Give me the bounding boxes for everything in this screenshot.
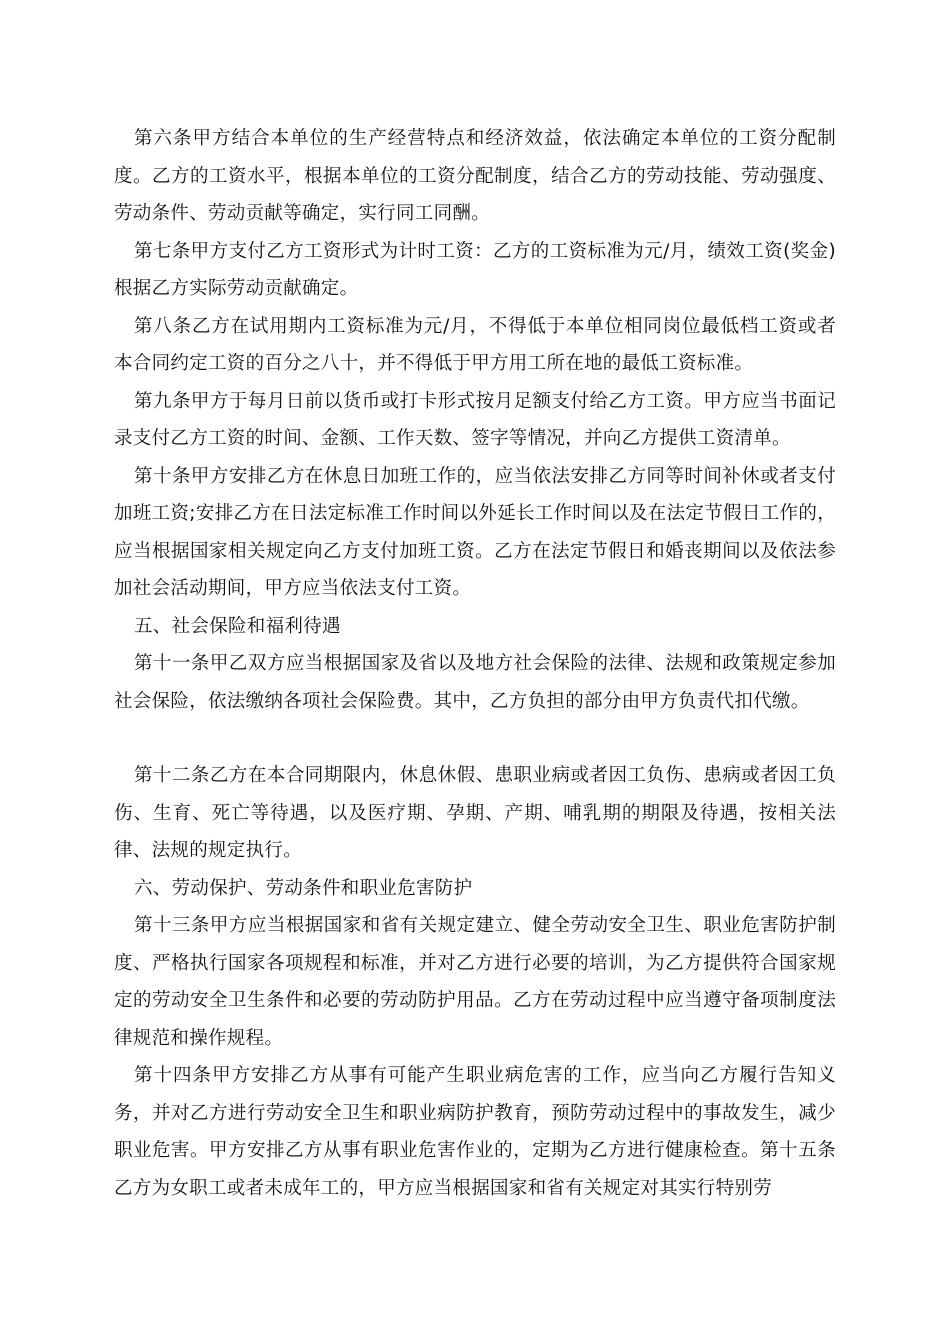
- article-7-paragraph: 第七条甲方支付乙方工资形式为计时工资：乙方的工资标准为元/月，绩效工资(奖金)根据乙方实际劳动贡献确定。: [114, 240, 836, 299]
- article-14-paragraph: 第十四条甲方安排乙方从事有可能产生职业病危害的工作，应当向乙方履行告知义务，并对乙方进行劳动安全卫生和职业病防护教育，预防劳动过程中的事故发生，减少职业危害。甲方安排乙方从事有职业危害作业的，定期为乙方进行健康检查。第十五条乙方为女职工或者未成年工的，甲方应当根据国家和省有关规定对其实行特别劳: [114, 1065, 836, 1199]
- document-body: [114, 120, 836, 1207]
- article-12-paragraph: 第十二条乙方在本合同期限内，休息休假、患职业病或者因工负伤、患病或者因工负伤、生育、死亡等待遇，以及医疗期、孕期、产期、哺乳期的期限及待遇，按相关法律、法规的规定执行。: [114, 765, 836, 861]
- article-8-paragraph: 第八条乙方在试用期内工资标准为元/月，不得低于本单位相同岗位最低档工资或者本合同约定工资的百分之八十，并不得低于甲方用工所在地的最低工资标准。: [114, 315, 836, 374]
- article-11-paragraph: 第十一条甲乙双方应当根据国家及省以及地方社会保险的法律、法规和政策规定参加社会保险，依法缴纳各项社会保险费。其中，乙方负担的部分由甲方负责代扣代缴。: [114, 653, 836, 712]
- article-13-paragraph: 第十三条甲方应当根据国家和省有关规定建立、健全劳动安全卫生、职业危害防护制度、严格执行国家各项规程和标准，并对乙方进行必要的培训，为乙方提供符合国家规定的劳动安全卫生条件和必要的劳动防护用品。乙方在劳动过程中应当遵守备项制度法律规范和操作规程。: [114, 915, 836, 1049]
- article-6-paragraph: 第六条甲方结合本单位的生产经营特点和经济效益，依法确定本单位的工资分配制度。乙方的工资水平，根据本单位的工资分配制度，结合乙方的劳动技能、劳动强度、劳动条件、劳动贡献等确定，实行同工同酬。: [114, 128, 836, 224]
- article-9-paragraph: 第九条甲方于每月日前以货币或打卡形式按月足额支付给乙方工资。甲方应当书面记录支付乙方工资的时间、金额、工作天数、签字等情况，并向乙方提供工资清单。: [114, 390, 836, 449]
- section-5-heading: 五、社会保险和福利待遇: [134, 615, 341, 637]
- section-6-heading: 六、劳动保护、劳动条件和职业危害防护: [134, 877, 473, 899]
- article-10-paragraph: 第十条甲方安排乙方在休息日加班工作的，应当依法安排乙方同等时间补休或者支付加班工资;安排乙方在日法定标准工作时间以外延长工作时间以及在法定节假日工作的，应当根据国家相关规定向乙方支付加班工资。乙方在法定节假日和婚丧期间以及依法参加社会活动期间，甲方应当依法支付工资。: [114, 465, 836, 599]
